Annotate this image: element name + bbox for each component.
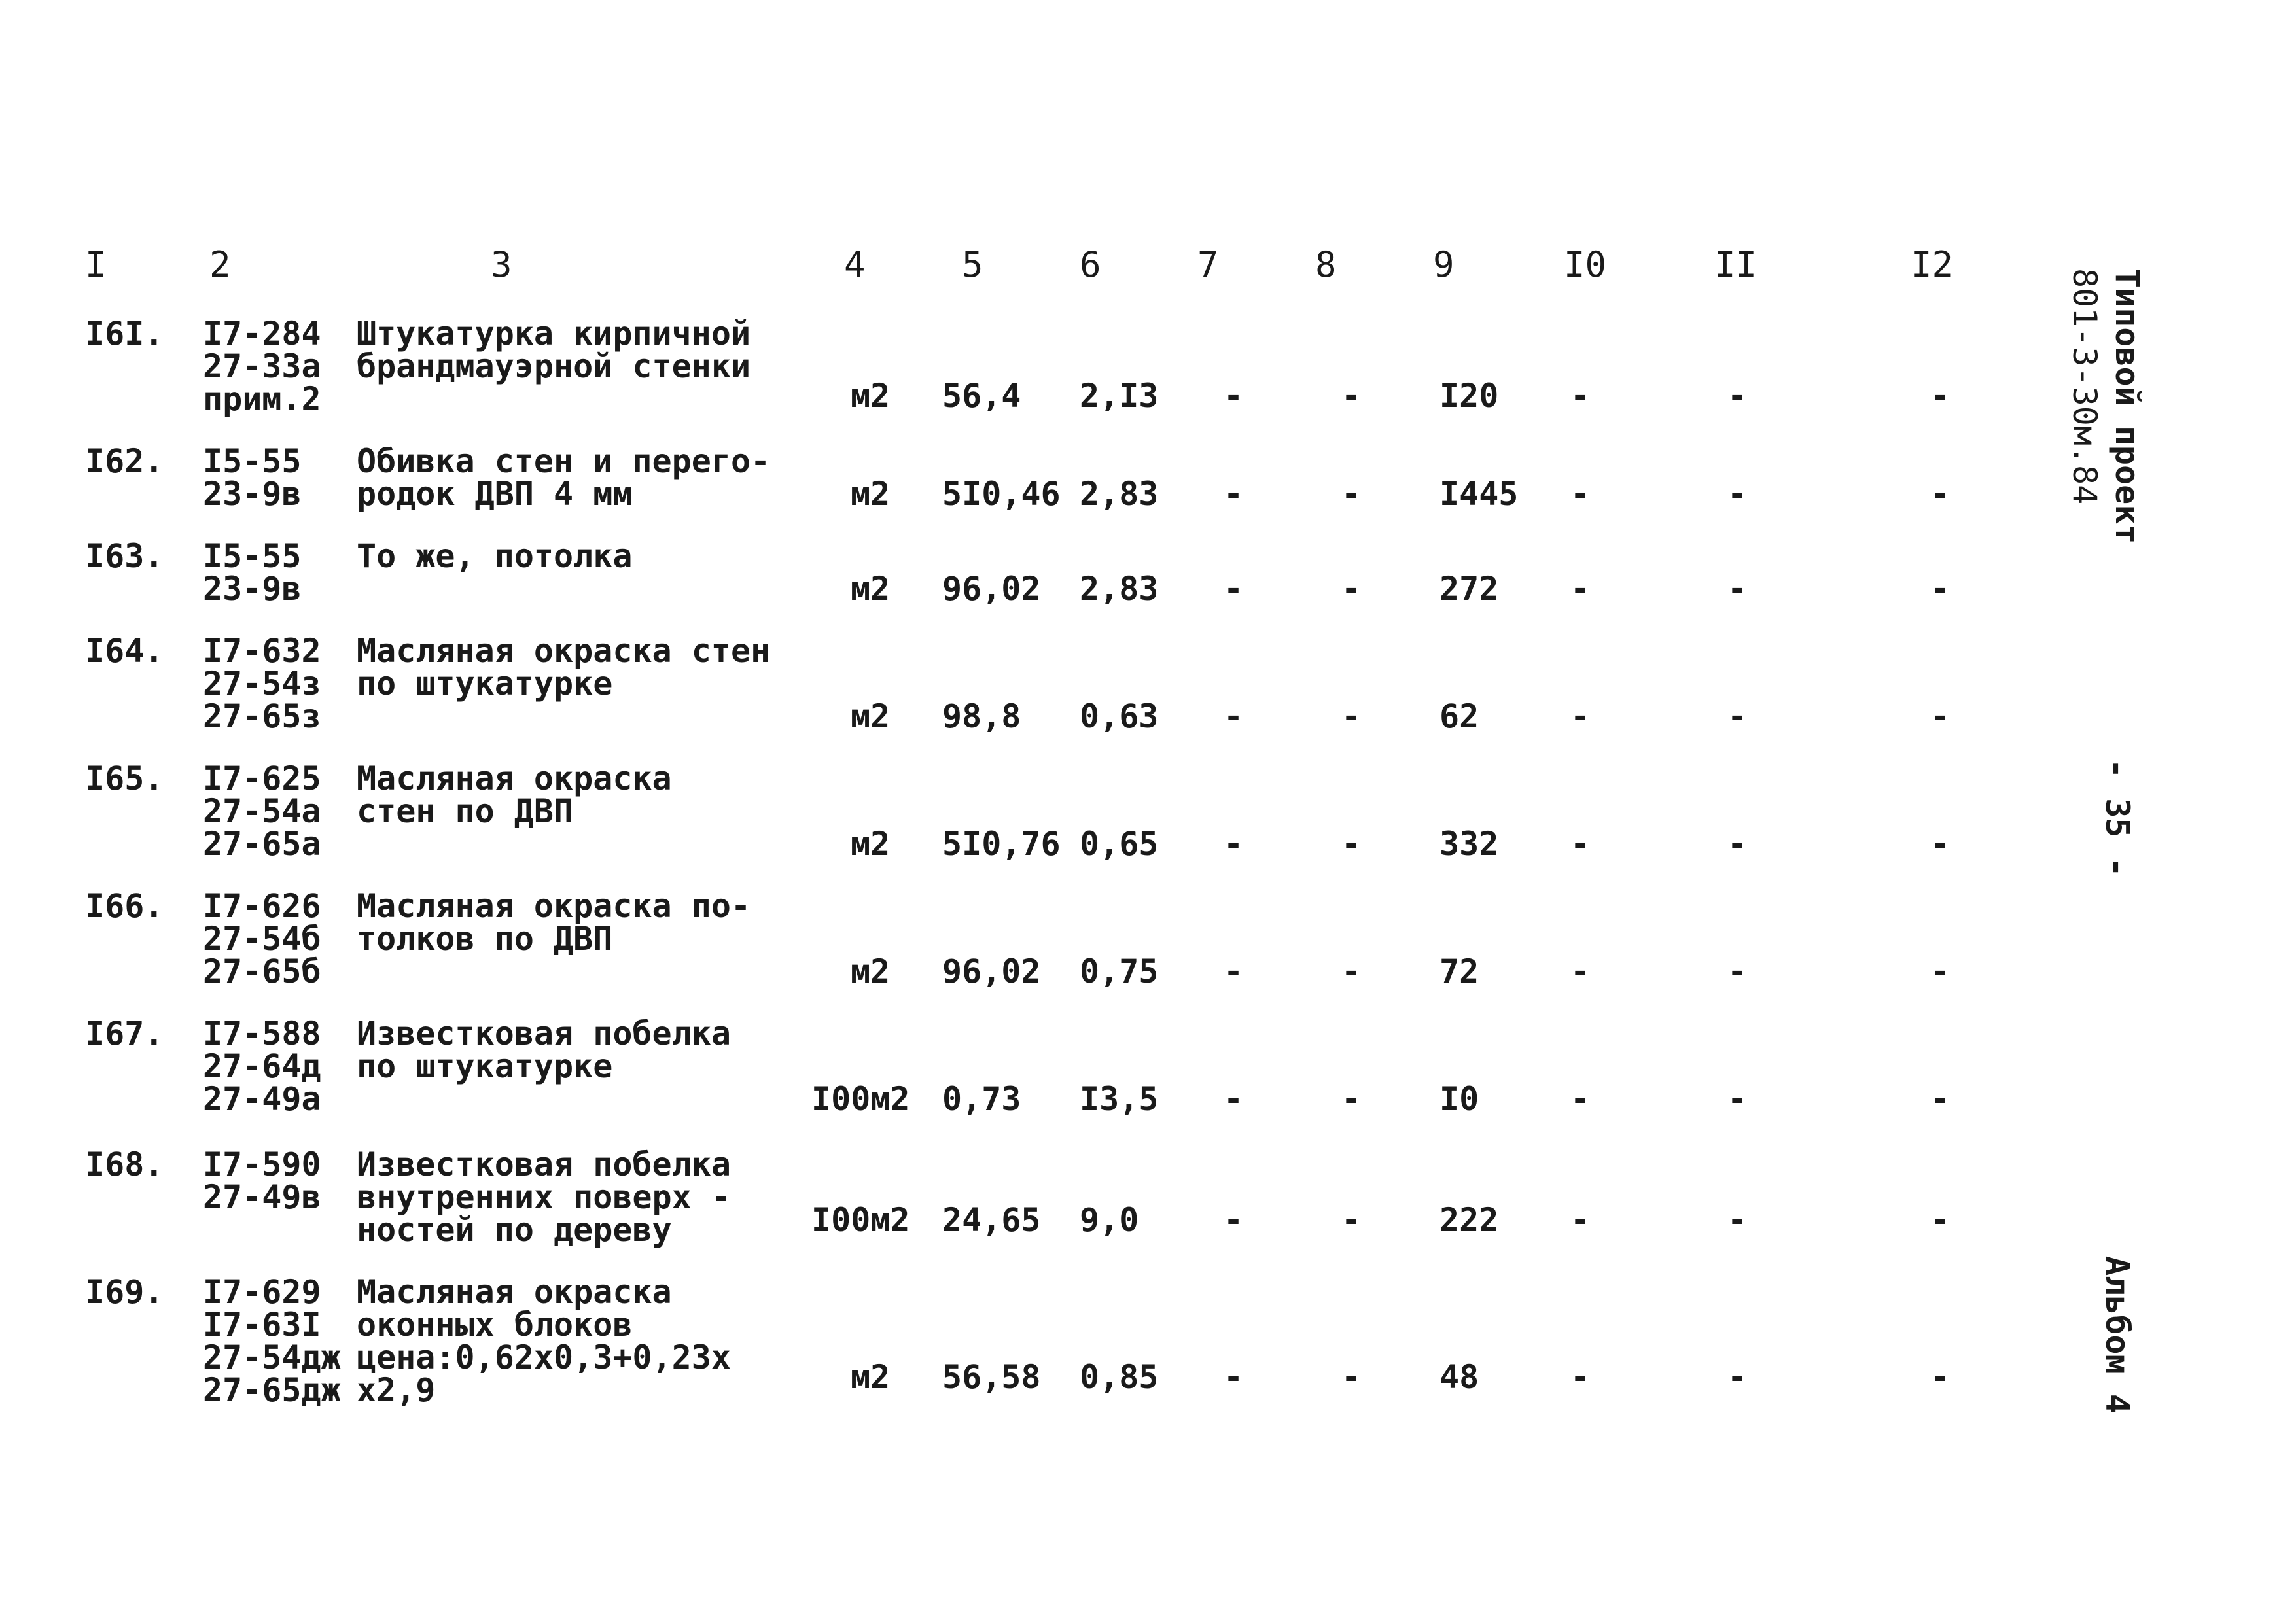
row-quantity: 96,02 bbox=[942, 570, 1041, 608]
row-unit: м2 bbox=[851, 475, 891, 513]
row-col6: 2,I3 bbox=[1080, 377, 1159, 415]
row-col7: - bbox=[1224, 377, 1244, 415]
row-col10: - bbox=[1570, 570, 1591, 608]
row-description: Масляная окраска оконных блоков цена:0,62х0,3+0,23х х2,9 bbox=[357, 1273, 731, 1409]
row-number: I64. bbox=[85, 632, 164, 670]
row-codes: I7-625 27-54а 27-65а bbox=[203, 759, 321, 863]
row-description: Штукатурка кирпичной брандмауэрной стенки bbox=[357, 315, 751, 385]
row-col12: - bbox=[1930, 1358, 1951, 1396]
column-header-5: 5 bbox=[962, 244, 983, 285]
column-header-8: 8 bbox=[1315, 244, 1337, 285]
column-header-2: 2 bbox=[209, 244, 231, 285]
row-quantity: 98,8 bbox=[942, 697, 1021, 735]
row-quantity: 0,73 bbox=[942, 1080, 1021, 1118]
row-col8: - bbox=[1341, 825, 1362, 863]
row-codes: I7-284 27-33а прим.2 bbox=[203, 315, 321, 418]
row-col9: 48 bbox=[1439, 1358, 1479, 1396]
row-col9: 222 bbox=[1439, 1201, 1499, 1239]
row-description: Масляная окраска стен по штукатурке bbox=[357, 632, 771, 703]
row-number: I68. bbox=[85, 1145, 164, 1183]
row-quantity: 96,02 bbox=[942, 952, 1041, 990]
row-col11: - bbox=[1727, 570, 1748, 608]
row-col11: - bbox=[1727, 377, 1748, 415]
row-col8: - bbox=[1341, 1080, 1362, 1118]
row-col7: - bbox=[1224, 1201, 1244, 1239]
side-project-label: Типовой проект bbox=[2108, 268, 2146, 544]
side-project-code: 801-3-30м.84 bbox=[2066, 268, 2104, 505]
row-col10: - bbox=[1570, 952, 1591, 990]
row-col6: 9,0 bbox=[1080, 1201, 1139, 1239]
row-col11: - bbox=[1727, 475, 1748, 513]
row-col12: - bbox=[1930, 1201, 1951, 1239]
row-col12: - bbox=[1930, 377, 1951, 415]
row-col7: - bbox=[1224, 1080, 1244, 1118]
row-number: I69. bbox=[85, 1273, 164, 1311]
row-col7: - bbox=[1224, 475, 1244, 513]
row-col10: - bbox=[1570, 825, 1591, 863]
column-header-12: I2 bbox=[1911, 244, 1954, 285]
row-codes: I7-629 I7-63I 27-54дж 27-65дж bbox=[203, 1273, 341, 1409]
row-col8: - bbox=[1341, 952, 1362, 990]
row-number: I6I. bbox=[85, 315, 164, 353]
row-col9: 272 bbox=[1439, 570, 1499, 608]
row-description: Известковая побелка по штукатурке bbox=[357, 1015, 731, 1085]
row-number: I63. bbox=[85, 537, 164, 575]
row-codes: I5-55 23-9в bbox=[203, 537, 302, 608]
row-col12: - bbox=[1930, 952, 1951, 990]
row-unit: м2 bbox=[851, 697, 891, 735]
row-number: I62. bbox=[85, 442, 164, 480]
row-codes: I7-588 27-64д 27-49а bbox=[203, 1015, 321, 1118]
row-quantity: 56,4 bbox=[942, 377, 1021, 415]
row-col7: - bbox=[1224, 952, 1244, 990]
row-col9: 72 bbox=[1439, 952, 1479, 990]
row-col8: - bbox=[1341, 377, 1362, 415]
row-col11: - bbox=[1727, 825, 1748, 863]
row-number: I66. bbox=[85, 887, 164, 925]
row-col7: - bbox=[1224, 825, 1244, 863]
row-col9: I20 bbox=[1439, 377, 1499, 415]
side-album-label: Альбом 4 bbox=[2098, 1256, 2136, 1414]
row-quantity: 24,65 bbox=[942, 1201, 1041, 1239]
row-number: I67. bbox=[85, 1015, 164, 1053]
row-col11: - bbox=[1727, 697, 1748, 735]
row-unit: м2 bbox=[851, 377, 891, 415]
row-col6: 0,75 bbox=[1080, 952, 1159, 990]
row-col10: - bbox=[1570, 697, 1591, 735]
row-col10: - bbox=[1570, 1080, 1591, 1118]
row-description: То же, потолка bbox=[357, 537, 633, 575]
row-col7: - bbox=[1224, 697, 1244, 735]
column-header-3: 3 bbox=[491, 244, 512, 285]
row-unit: I00м2 bbox=[811, 1201, 910, 1239]
row-col8: - bbox=[1341, 1358, 1362, 1396]
row-unit: м2 bbox=[851, 570, 891, 608]
column-header-6: 6 bbox=[1080, 244, 1101, 285]
column-header-11: II bbox=[1714, 244, 1757, 285]
column-header-10: I0 bbox=[1564, 244, 1607, 285]
row-col11: - bbox=[1727, 1201, 1748, 1239]
row-col6: 0,85 bbox=[1080, 1358, 1159, 1396]
row-col11: - bbox=[1727, 1080, 1748, 1118]
row-description: Масляная окраска стен по ДВП bbox=[357, 759, 672, 830]
row-col10: - bbox=[1570, 377, 1591, 415]
row-col10: - bbox=[1570, 1358, 1591, 1396]
row-col9: I445 bbox=[1439, 475, 1519, 513]
row-description: Масляная окраска по- толков по ДВП bbox=[357, 887, 751, 958]
row-col10: - bbox=[1570, 1201, 1591, 1239]
row-col8: - bbox=[1341, 1201, 1362, 1239]
column-header-7: 7 bbox=[1197, 244, 1219, 285]
row-col8: - bbox=[1341, 697, 1362, 735]
row-unit: I00м2 bbox=[811, 1080, 910, 1118]
row-codes: I7-626 27-54б 27-65б bbox=[203, 887, 321, 990]
row-col7: - bbox=[1224, 570, 1244, 608]
row-description: Известковая побелка внутренних поверх - ностей по дереву bbox=[357, 1145, 731, 1249]
side-page-number: - 35 - bbox=[2098, 759, 2136, 877]
row-col6: 2,83 bbox=[1080, 570, 1159, 608]
row-quantity: 5I0,76 bbox=[942, 825, 1061, 863]
row-col8: - bbox=[1341, 570, 1362, 608]
row-codes: I7-590 27-49в bbox=[203, 1145, 321, 1216]
column-header-4: 4 bbox=[844, 244, 866, 285]
row-col6: 2,83 bbox=[1080, 475, 1159, 513]
row-col6: 0,63 bbox=[1080, 697, 1159, 735]
row-col12: - bbox=[1930, 697, 1951, 735]
column-header-9: 9 bbox=[1433, 244, 1455, 285]
row-codes: I7-632 27-54з 27-65з bbox=[203, 632, 321, 735]
row-col12: - bbox=[1930, 825, 1951, 863]
row-number: I65. bbox=[85, 759, 164, 797]
row-col9: I0 bbox=[1439, 1080, 1479, 1118]
row-col6: I3,5 bbox=[1080, 1080, 1159, 1118]
row-col8: - bbox=[1341, 475, 1362, 513]
row-quantity: 56,58 bbox=[942, 1358, 1041, 1396]
row-col9: 332 bbox=[1439, 825, 1499, 863]
row-codes: I5-55 23-9в bbox=[203, 442, 302, 513]
row-col10: - bbox=[1570, 475, 1591, 513]
column-header-1: I bbox=[85, 244, 107, 285]
row-col11: - bbox=[1727, 952, 1748, 990]
row-unit: м2 bbox=[851, 825, 891, 863]
row-unit: м2 bbox=[851, 952, 891, 990]
row-col12: - bbox=[1930, 1080, 1951, 1118]
row-quantity: 5I0,46 bbox=[942, 475, 1061, 513]
row-description: Обивка стен и перего- родок ДВП 4 мм bbox=[357, 442, 771, 513]
row-col12: - bbox=[1930, 475, 1951, 513]
row-col12: - bbox=[1930, 570, 1951, 608]
row-col9: 62 bbox=[1439, 697, 1479, 735]
row-col7: - bbox=[1224, 1358, 1244, 1396]
row-unit: м2 bbox=[851, 1358, 891, 1396]
row-col6: 0,65 bbox=[1080, 825, 1159, 863]
row-col11: - bbox=[1727, 1358, 1748, 1396]
